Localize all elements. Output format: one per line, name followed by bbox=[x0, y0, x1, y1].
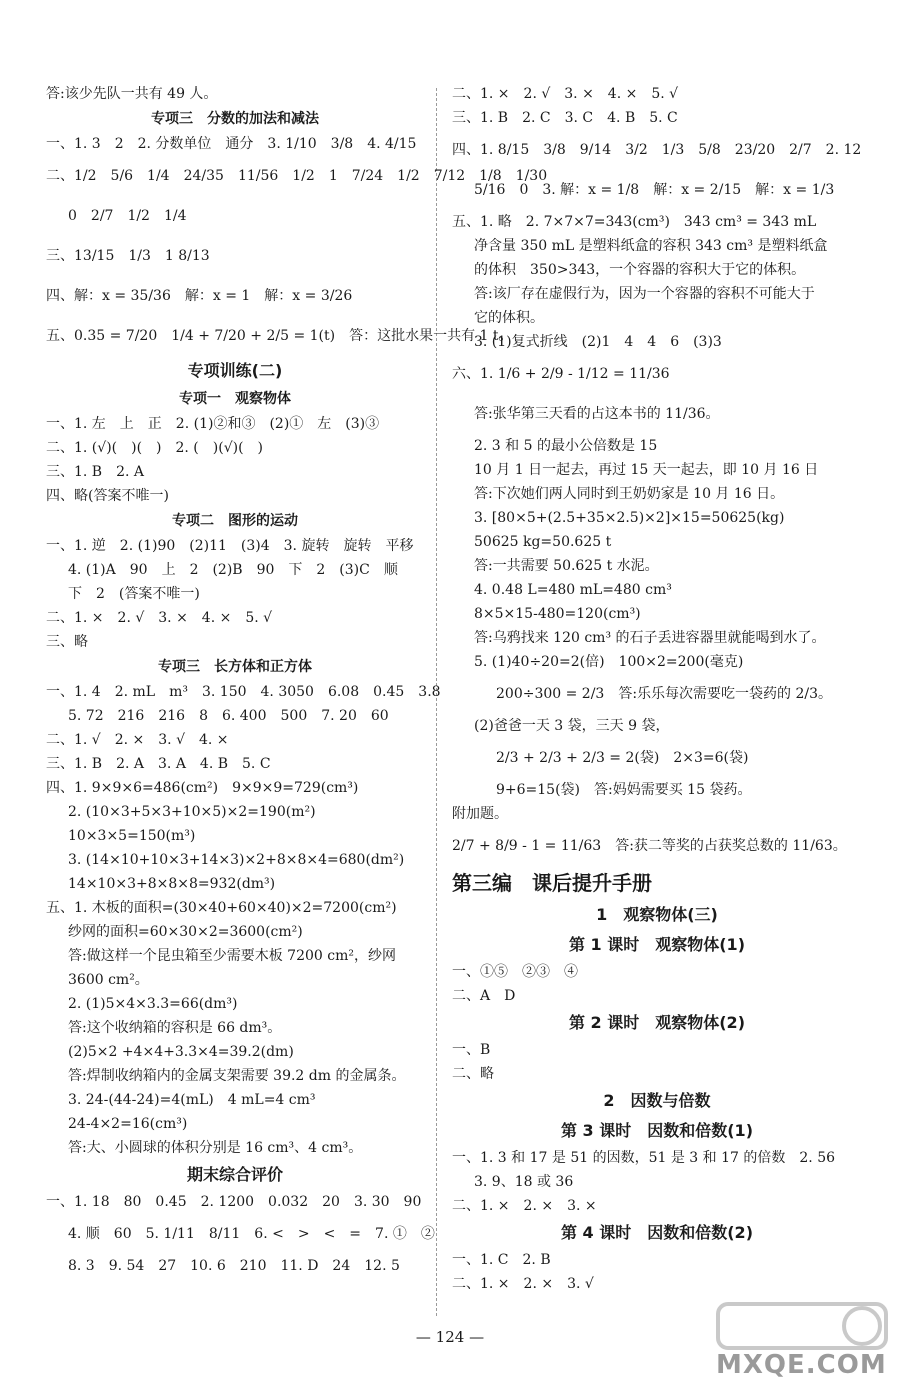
answer-line: 二、略 bbox=[452, 1066, 494, 1082]
answer-line: 一、1. 3 和 17 是 51 的因数，51 是 3 和 17 的倍数 2. 56 bbox=[452, 1150, 836, 1166]
answer-line: 一、1. 逆 2. (1)90 (2)11 (3)4 3. 旋转 旋转 平移 bbox=[46, 538, 414, 554]
answer-line: 4. 顺 60 5. 1/11 8/11 6. < > < = 7. ① ② bbox=[68, 1226, 435, 1242]
answer-line: 五、1. 木板的面积=(30×40+60×40)×2=7200(cm²) bbox=[46, 900, 397, 916]
answer-line: 8. 3 9. 54 27 10. 6 210 11. D 24 12. 5 bbox=[68, 1258, 400, 1274]
section-heading: 第 4 课时 因数和倍数(2) bbox=[560, 1223, 754, 1242]
answer-line: 三、1. B 2. A bbox=[46, 464, 145, 480]
answer-line: 的体积 350>343，一个容器的容积大于它的体积。 bbox=[474, 262, 806, 278]
answer-line: 二、1. × 2. × 3. √ bbox=[452, 1276, 594, 1292]
answer-line: 2. 3 和 5 的最小公倍数是 15 bbox=[474, 438, 658, 454]
answer-line: 3600 cm²。 bbox=[68, 972, 149, 988]
section-heading: 专项一 观察物体 bbox=[179, 391, 291, 407]
answer-line: 一、1. 左 上 正 2. (1)②和③ (2)① 左 (3)③ bbox=[46, 416, 380, 432]
answer-line: 一、B bbox=[452, 1042, 491, 1058]
answer-line: 2/3 + 2/3 + 2/3 = 2(袋) 2×3=6(袋) bbox=[496, 750, 749, 766]
answer-line: 附加题。 bbox=[452, 806, 508, 822]
answer-line: 纱网的面积=60×30×2=3600(cm²) bbox=[68, 924, 303, 940]
answer-line: 三、1. B 2. A 3. A 4. B 5. C bbox=[46, 756, 271, 772]
answer-line: 2/7 + 8/9 - 1 = 11/63 答:获二等奖的占获奖总数的 11/63。 bbox=[452, 838, 847, 854]
answer-line: 五、0.35 = 7/20 1/4 + 7/20 + 2/5 = 1(t) 答：这批水果一共有 1 t。 bbox=[46, 328, 513, 344]
right-column bbox=[452, 82, 862, 1296]
answer-line: 答:这个收纳箱的容积是 66 dm³。 bbox=[68, 1020, 282, 1036]
answer-line: 答:大、小圆球的体积分别是 16 cm³、4 cm³。 bbox=[68, 1140, 363, 1156]
answer-line: 二、1. × 2. × 3. × bbox=[452, 1198, 597, 1214]
answer-line: 四、1. 9×9×6=486(cm²) 9×9×9=729(cm³) bbox=[46, 780, 359, 796]
answer-line: 5. (1)40÷20=2(倍) 100×2=200(毫克) bbox=[474, 654, 744, 670]
answer-line: 二、1/2 5/6 1/4 24/35 11/56 1/2 1 7/24 1/2 7/12 1/8 1/30 bbox=[46, 168, 548, 184]
answer-line: 六、1. 1/6 + 2/9 - 1/12 = 11/36 bbox=[452, 366, 670, 382]
answer-line: 3. [80×5+(2.5+35×2.5)×2]×15=50625(kg) bbox=[474, 510, 785, 526]
answer-line: 5. 72 216 216 8 6. 400 500 7. 20 60 bbox=[68, 708, 389, 724]
answer-line: 3. (14×10+10×3+14×3)×2+8×8×4=680(dm²) bbox=[68, 852, 405, 868]
answer-line: 答:该少先队一共有 49 人。 bbox=[46, 86, 218, 102]
answer-line: 答:一共需要 50.625 t 水泥。 bbox=[474, 558, 659, 574]
answer-line: 净含量 350 mL 是塑料纸盒的容积 343 cm³ 是塑料纸盒 bbox=[474, 238, 828, 254]
section-heading: 专项二 图形的运动 bbox=[172, 513, 298, 529]
section-heading: 专项三 长方体和正方体 bbox=[158, 659, 312, 675]
answer-line: 8×5×15-480=120(cm³) bbox=[474, 606, 641, 622]
answer-line: 4. (1)A 90 上 2 (2)B 90 下 2 (3)C 顺 bbox=[68, 562, 398, 578]
answer-line: 二、1. × 2. √ 3. × 4. × 5. √ bbox=[452, 86, 679, 102]
watermark-text: MXQE.COM bbox=[716, 1350, 887, 1380]
answer-line: 二、A D bbox=[452, 988, 516, 1004]
answer-line: 答:该厂存在虚假行为，因为一个容器的容积不可能大于 bbox=[474, 286, 815, 302]
answer-line: 3. (1)复式折线 (2)1 4 4 6 (3)3 bbox=[474, 334, 722, 350]
answer-line: 它的体积。 bbox=[474, 310, 544, 326]
answer-line: 五、1. 略 2. 7×7×7=343(cm³) 343 cm³ = 343 mL bbox=[452, 214, 817, 230]
answer-line: 三、13/15 1/3 1 8/13 bbox=[46, 248, 210, 264]
section-heading: 1 观察物体(三) bbox=[596, 905, 718, 924]
section-heading: 第 2 课时 观察物体(2) bbox=[568, 1013, 746, 1032]
answer-line: 二、1. √ 2. × 3. √ 4. × bbox=[46, 732, 229, 748]
answer-line: 2. (1)5×4×3.3=66(dm³) bbox=[68, 996, 238, 1012]
answer-line: 三、1. B 2. C 3. C 4. B 5. C bbox=[452, 110, 678, 126]
section-heading: 第 3 课时 因数和倍数(1) bbox=[560, 1121, 754, 1140]
column-divider bbox=[436, 88, 437, 1316]
answer-line: 24-4×2=16(cm³) bbox=[68, 1116, 188, 1132]
answer-line: 10 月 1 日一起去，再过 15 天一起去，即 10 月 16 日 bbox=[474, 462, 819, 478]
answer-line: 一、1. 3 2 2. 分数单位 通分 3. 1/10 3/8 4. 4/15 bbox=[46, 136, 417, 152]
answer-line: 下 2 (答案不唯一) bbox=[68, 586, 200, 602]
answer-line: 答:乌鸦找来 120 cm³ 的石子丢进容器里就能喝到水了。 bbox=[474, 630, 826, 646]
answer-line: 二、1. × 2. √ 3. × 4. × 5. √ bbox=[46, 610, 273, 626]
answer-line: 答:张华第三天看的占这本书的 11/36。 bbox=[474, 406, 720, 422]
answer-line: 3. 9、18 或 36 bbox=[474, 1174, 574, 1190]
answer-line: 9+6=15(袋) 答:妈妈需要买 15 袋药。 bbox=[496, 782, 752, 798]
answer-line: 一、1. 4 2. mL m³ 3. 150 4. 3050 6.08 0.45 3.8 bbox=[46, 684, 441, 700]
answer-line: 0 2/7 1/2 1/4 bbox=[68, 208, 187, 224]
answer-line: 10×3×5=150(m³) bbox=[68, 828, 196, 844]
answer-line: 一、1. C 2. B bbox=[452, 1252, 551, 1268]
answer-line: 2. (10×3+5×3+10×5)×2=190(m²) bbox=[68, 804, 316, 820]
section-heading: 第 1 课时 观察物体(1) bbox=[568, 935, 746, 954]
answer-line: (2)爸爸一天 3 袋，三天 9 袋， bbox=[474, 718, 670, 734]
answer-line: 4. 0.48 L=480 mL=480 cm³ bbox=[474, 582, 672, 598]
answer-line: 14×10×3+8×8×8=932(dm³) bbox=[68, 876, 276, 892]
answer-line: 5/16 0 3. 解：x = 1/8 解：x = 2/15 解：x = 1/3 bbox=[474, 182, 835, 198]
answer-line: 一、1. 18 80 0.45 2. 1200 0.032 20 3. 30 90 bbox=[46, 1194, 422, 1210]
section-heading: 第三编 课后提升手册 bbox=[452, 871, 652, 895]
answer-line: (2)5×2 +4×4+3.3×4=39.2(dm) bbox=[68, 1044, 294, 1060]
answer-line: 四、略(答案不唯一) bbox=[46, 488, 169, 504]
answer-line: 四、解：x = 35/36 解：x = 1 解：x = 3/26 bbox=[46, 288, 353, 304]
answer-line: 50625 kg=50.625 t bbox=[474, 534, 612, 550]
answer-line: 四、1. 8/15 3/8 9/14 3/2 1/3 5/8 23/20 2/7 2. 12 bbox=[452, 142, 862, 158]
section-heading: 期末综合评价 bbox=[186, 1165, 283, 1184]
answer-line: 答:下次她们两人同时到王奶奶家是 10 月 16 日。 bbox=[474, 486, 785, 502]
answer-line: 200÷300 = 2/3 答:乐乐每次需要吃一袋药的 2/3。 bbox=[496, 686, 833, 702]
answer-line: 答:焊制收纳箱内的金属支架需要 39.2 dm 的金属条。 bbox=[68, 1068, 406, 1084]
section-heading: 专项训练(二) bbox=[187, 361, 283, 380]
answer-line: 答:做这样一个昆虫箱至少需要木板 7200 cm²，纱网 bbox=[68, 948, 396, 964]
answer-line: 一、①⑤ ②③ ④ bbox=[452, 964, 578, 980]
answer-line: 3. 24-(44-24)=4(mL) 4 mL=4 cm³ bbox=[68, 1092, 316, 1108]
section-heading: 专项三 分数的加法和减法 bbox=[151, 111, 319, 127]
section-heading: 2 因数与倍数 bbox=[603, 1091, 711, 1110]
answer-line: 二、1. (√)( )( ) 2. ( )(√)( ) bbox=[46, 440, 263, 456]
page-number: — 124 — bbox=[415, 1328, 485, 1346]
answer-line: 三、略 bbox=[46, 634, 88, 650]
